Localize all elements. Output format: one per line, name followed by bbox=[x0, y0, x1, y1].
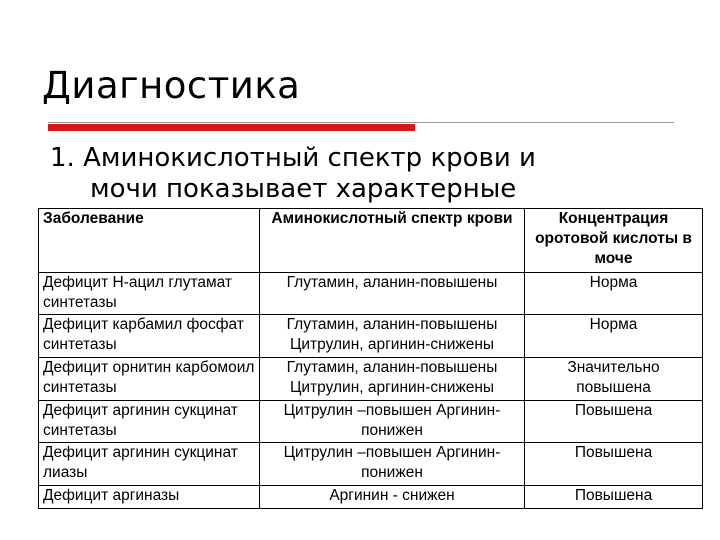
cell-orotic: Повышена bbox=[525, 485, 703, 508]
slide-title: Диагностика bbox=[42, 64, 301, 107]
bullet-line-2: мочи показывает характерные bbox=[90, 174, 517, 204]
cell-disease: Дефицит орнитин карбомоил синтетазы bbox=[39, 357, 260, 400]
cell-spectrum: Цитрулин –повышен Аргинин-понижен bbox=[260, 443, 525, 486]
cell-orotic: Повышена bbox=[525, 400, 703, 443]
table-row bbox=[39, 400, 703, 443]
cell-spectrum: Глутамин, аланин-повышены Цитрулин, аргинин-снижены bbox=[260, 357, 525, 400]
table-row bbox=[39, 443, 703, 486]
header-orotic-acid: Концентрация оротовой кислоты в моче bbox=[525, 209, 703, 273]
cell-orotic: Норма bbox=[525, 272, 703, 315]
table-row bbox=[39, 485, 703, 508]
cell-spectrum: Глутамин, аланин-повышены bbox=[260, 272, 525, 315]
cell-disease: Дефицит карбамил фосфат синтетазы bbox=[39, 315, 260, 358]
cell-orotic: Повышена bbox=[525, 443, 703, 486]
cell-spectrum: Аргинин - снижен bbox=[260, 485, 525, 508]
cell-orotic: Значительно повышена bbox=[525, 357, 703, 400]
title-divider-thin bbox=[48, 122, 674, 123]
diagnostics-table-container bbox=[38, 208, 702, 509]
diagnostics-table bbox=[38, 208, 703, 509]
table-row bbox=[39, 272, 703, 315]
cell-orotic: Норма bbox=[525, 315, 703, 358]
cell-disease: Дефицит Н-ацил глутамат синтетазы bbox=[39, 272, 260, 315]
table-row bbox=[39, 315, 703, 358]
cell-disease: Дефицит аргинин сукцинат синтетазы bbox=[39, 400, 260, 443]
cell-spectrum: Цитрулин –повышен Аргинин-понижен bbox=[260, 400, 525, 443]
bullet-line-1: 1. Аминокислотный спектр крови и bbox=[50, 143, 536, 173]
header-spectrum: Аминокислотный спектр крови bbox=[260, 209, 525, 273]
table-header-row bbox=[39, 209, 703, 273]
title-accent-bar bbox=[48, 124, 415, 131]
header-disease: Заболевание bbox=[39, 209, 260, 273]
cell-spectrum: Глутамин, аланин-повышены Цитрулин, аргинин-снижены bbox=[260, 315, 525, 358]
cell-disease: Дефицит аргиназы bbox=[39, 485, 260, 508]
bullet-point bbox=[50, 143, 670, 205]
table-row bbox=[39, 357, 703, 400]
cell-disease: Дефицит аргинин сукцинат лиазы bbox=[39, 443, 260, 486]
